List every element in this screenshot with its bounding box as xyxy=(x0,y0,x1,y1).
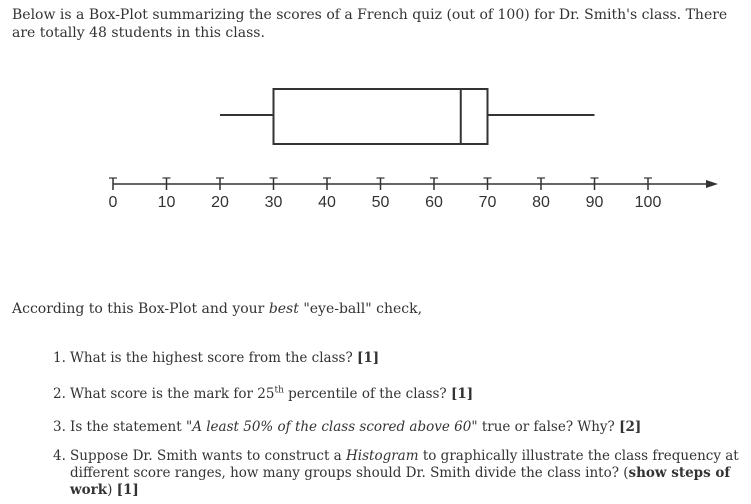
tick-label: 50 xyxy=(371,194,390,211)
question-number: 3. xyxy=(53,419,66,435)
tick-label: 70 xyxy=(478,194,497,211)
question-1: 1. What is the highest score from the class? [1] xyxy=(53,350,380,366)
tick-label: 40 xyxy=(318,194,336,211)
box xyxy=(274,89,488,144)
tick-label: 10 xyxy=(157,194,176,211)
tick-label: 60 xyxy=(425,194,443,211)
tick-label: 80 xyxy=(532,194,550,211)
question-number: 4. xyxy=(53,448,66,464)
question-4: 4. Suppose Dr. Smith wants to construct a Histogram to graphically illustrate the class frequency at different score ranges, how many groups should Dr. Smith divide the class into? (show steps of work) [1] xyxy=(53,448,739,498)
question-2: 2. What score is the mark for 25th percentile of the class? [1] xyxy=(53,385,474,402)
tick-label: 100 xyxy=(634,194,662,211)
question-number: 2. xyxy=(53,386,66,402)
tick-label: 30 xyxy=(264,194,283,211)
tick-label: 0 xyxy=(108,194,118,211)
tick-label: 20 xyxy=(211,194,229,211)
tick-label: 90 xyxy=(585,194,604,211)
question-number: 1. xyxy=(53,350,66,366)
box-plot xyxy=(100,80,730,220)
intro-paragraph: Below is a Box-Plot summarizing the scores of a French quiz (out of 100) for Dr. Smith's class. There are totally 48 students in this class. xyxy=(12,7,728,41)
question-3: 3. Is the statement "A least 50% of the class scored above 60" true or false? Why? [2] xyxy=(53,419,642,435)
instruction-text: According to this Box-Plot and your best "eye-ball" check, xyxy=(12,301,423,317)
axis-arrow xyxy=(706,180,718,188)
